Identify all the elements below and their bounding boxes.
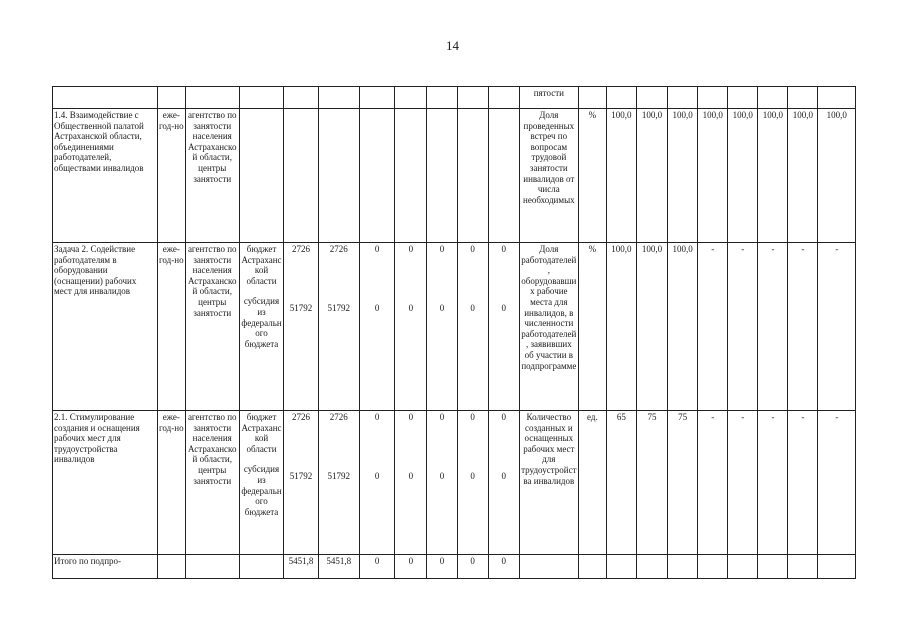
- target-value: 100,0: [636, 109, 667, 243]
- table-row: [53, 555, 856, 579]
- funding-total-federal: 51792: [289, 470, 313, 481]
- target-value: 100,0: [668, 243, 698, 411]
- funding-total-regional: 2726: [291, 412, 310, 422]
- funding-zero-cell: [488, 243, 519, 411]
- indicator-cell: пятости: [519, 87, 578, 109]
- funding-source-federal: субсидия из федерального бюджета: [241, 296, 282, 349]
- executor-cell: агентство по занятости населения Астраханской области, центры занятости: [185, 109, 239, 243]
- total-sum: 5451,8: [284, 555, 318, 579]
- indicator-cell: Количество созданных и оснащенных рабочих мест для трудоустройства инвалидов: [519, 411, 578, 555]
- funding-source-regional: бюджет Астраханской области: [241, 244, 282, 286]
- funding-zero-cell: [395, 243, 427, 411]
- funding-zero-cell: [457, 411, 488, 555]
- target-value: -: [788, 243, 818, 411]
- funding-year-federal: 51792: [327, 302, 351, 313]
- zero-value: 0: [488, 555, 519, 579]
- target-value: 75: [668, 411, 698, 555]
- target-value: 75: [636, 411, 667, 555]
- activity-name: Задача 2. Содействие работодателям в оборудовании (оснащении) рабочих мест для инвалидов: [53, 243, 158, 411]
- funding-year-regional: 2726: [329, 412, 348, 422]
- zero-value: 0: [408, 302, 414, 313]
- funding-zero-cell: [457, 243, 488, 411]
- table-row: [53, 243, 856, 411]
- target-value: -: [728, 243, 758, 411]
- table-row: [53, 109, 856, 243]
- zero-value: 0: [457, 555, 488, 579]
- target-value: -: [818, 243, 856, 411]
- funding-zero-cell: [427, 243, 457, 411]
- funding-year-cell: [318, 243, 359, 411]
- target-value: 100,0: [698, 109, 728, 243]
- zero-value: 0: [501, 470, 506, 481]
- indicator-cell: Доля работодателей, оборудовавших рабочие места для инвалидов, в численности работодателей, заявивших об участии в подпрограмме: [519, 243, 578, 411]
- zero-value: 0: [470, 412, 475, 422]
- table-row: [53, 411, 856, 555]
- zero-value: 0: [408, 244, 414, 254]
- target-value: 100,0: [606, 243, 636, 411]
- funding-total-regional: 2726: [291, 244, 310, 254]
- unit-cell: ед.: [578, 411, 606, 555]
- total-label: Итого по подпро-: [53, 555, 158, 579]
- zero-value: 0: [501, 302, 506, 313]
- target-value: 100,0: [728, 109, 758, 243]
- funding-total-cell: [284, 243, 318, 411]
- target-value: 100,0: [788, 109, 818, 243]
- activity-name: 2.1. Стимулирование создания и оснащения рабочих мест для трудоустройства инвалидов: [53, 411, 158, 555]
- target-value: 65: [606, 411, 636, 555]
- zero-value: 0: [374, 412, 380, 422]
- zero-value: 0: [374, 244, 380, 254]
- zero-value: 0: [470, 244, 475, 254]
- funding-total-federal: 51792: [289, 302, 313, 313]
- table-row: [53, 87, 856, 109]
- funding-source-regional: бюджет Астраханской области: [241, 412, 282, 454]
- zero-value: 0: [427, 555, 457, 579]
- indicator-cell: Доля проведенных встреч по вопросам трудовой занятости инвалидов от числа необходимых: [519, 109, 578, 243]
- zero-value: 0: [374, 302, 380, 313]
- zero-value: 0: [439, 244, 445, 254]
- funding-zero-cell: [360, 243, 395, 411]
- activity-name: 1.4. Взаимодействие с Общественной палатой Астраханской области, объединениями работодателей, обществами инвалидов: [53, 109, 158, 243]
- funding-source-federal: субсидия из федерального бюджета: [241, 464, 282, 517]
- page-number: 14: [446, 38, 459, 53]
- target-value: -: [698, 243, 728, 411]
- zero-value: 0: [501, 412, 506, 422]
- executor-cell: агентство по занятости населения Астраханской области, центры занятости: [185, 243, 239, 411]
- funding-zero-cell: [488, 411, 519, 555]
- funding-year-federal: 51792: [327, 470, 351, 481]
- total-year: 5451,8: [318, 555, 359, 579]
- executor-cell: агентство по занятости населения Астраханской области, центры занятости: [185, 411, 239, 555]
- zero-value: 0: [360, 555, 395, 579]
- zero-value: 0: [439, 470, 445, 481]
- zero-value: 0: [395, 555, 427, 579]
- target-value: -: [818, 411, 856, 555]
- funding-source-cell: [239, 243, 284, 411]
- target-value: -: [788, 411, 818, 555]
- zero-value: 0: [439, 412, 445, 422]
- program-table: [52, 86, 856, 579]
- target-value: 100,0: [758, 109, 788, 243]
- target-value: -: [758, 243, 788, 411]
- target-value: 100,0: [668, 109, 698, 243]
- zero-value: 0: [470, 470, 475, 481]
- zero-value: 0: [439, 302, 445, 313]
- target-value: 100,0: [636, 243, 667, 411]
- unit-cell: %: [578, 243, 606, 411]
- period-cell: еже-год-но: [157, 243, 185, 411]
- period-cell: еже-год-но: [157, 109, 185, 243]
- target-value: -: [728, 411, 758, 555]
- zero-value: 0: [374, 470, 380, 481]
- zero-value: 0: [501, 244, 506, 254]
- period-cell: еже-год-но: [157, 411, 185, 555]
- target-value: 100,0: [606, 109, 636, 243]
- zero-value: 0: [408, 412, 414, 422]
- funding-zero-cell: [395, 411, 427, 555]
- funding-zero-cell: [360, 411, 395, 555]
- funding-year-cell: [318, 411, 359, 555]
- target-value: -: [758, 411, 788, 555]
- funding-source-cell: [239, 411, 284, 555]
- zero-value: 0: [408, 470, 414, 481]
- funding-year-regional: 2726: [329, 244, 348, 254]
- funding-zero-cell: [427, 411, 457, 555]
- funding-total-cell: [284, 411, 318, 555]
- target-value: -: [698, 411, 728, 555]
- unit-cell: %: [578, 109, 606, 243]
- target-value: 100,0: [818, 109, 856, 243]
- zero-value: 0: [470, 302, 475, 313]
